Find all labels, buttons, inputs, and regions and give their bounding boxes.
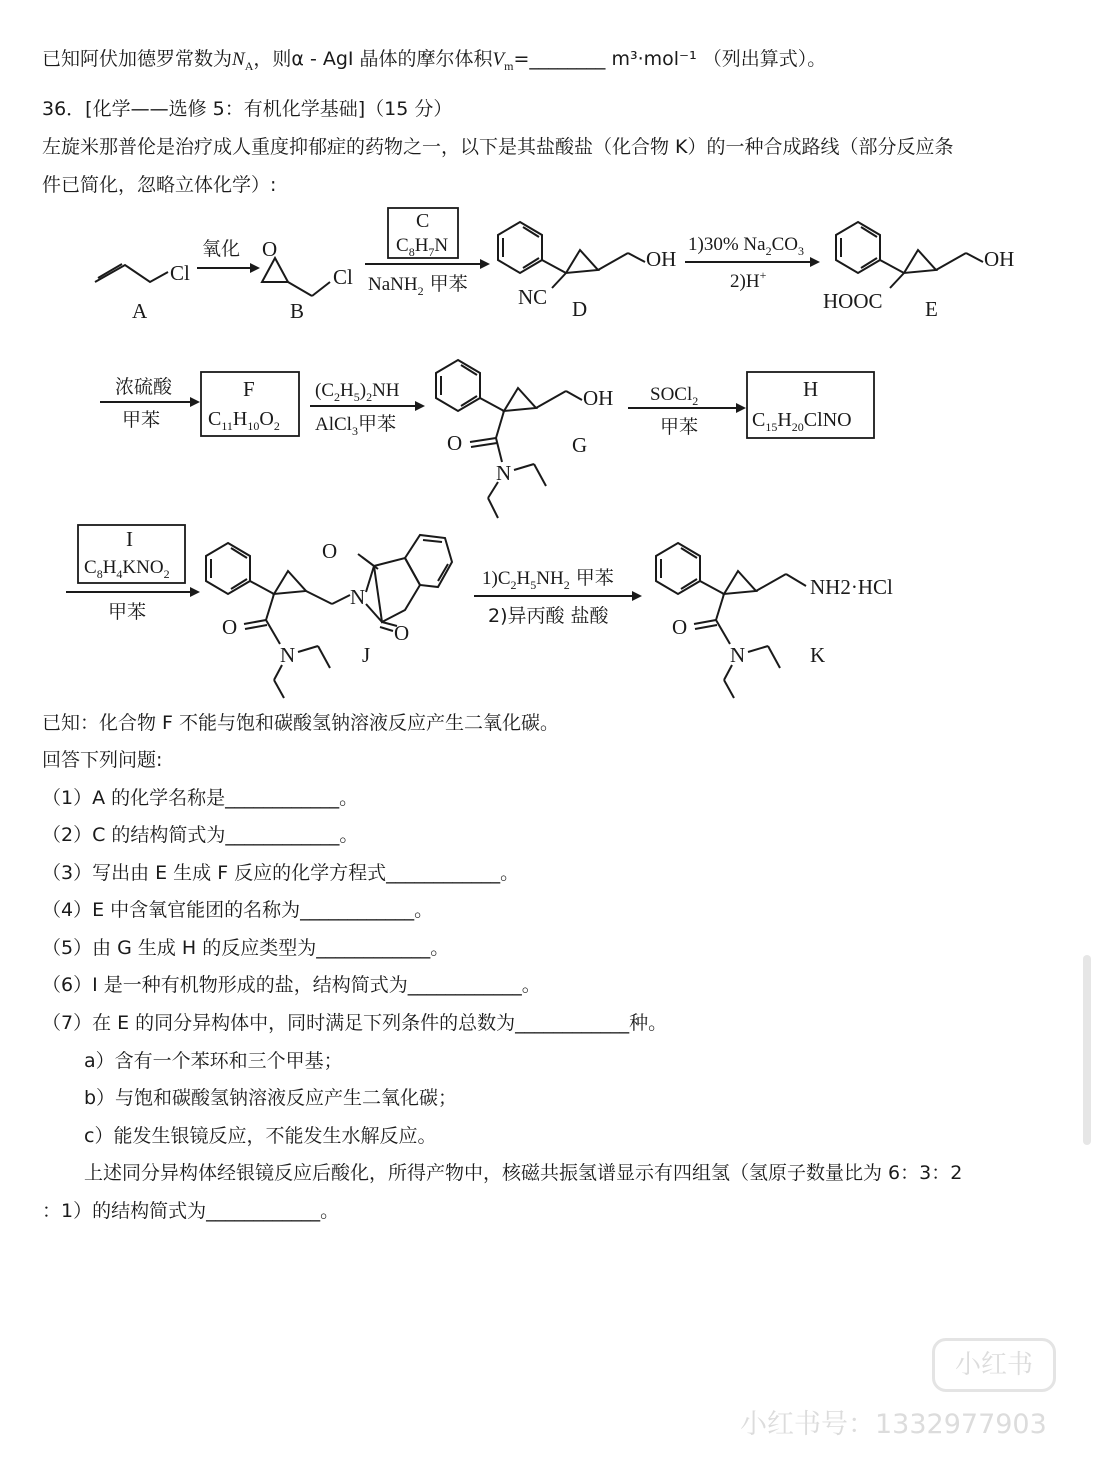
- arrow-h2so4: [100, 376, 200, 431]
- svg-text:甲苯: 甲苯: [122, 409, 161, 431]
- svg-text:J: J: [362, 643, 371, 667]
- synthesis-scheme: [0, 200, 1101, 700]
- compound-g: [436, 360, 613, 518]
- svg-text:E: E: [925, 297, 938, 321]
- svg-text:N: N: [280, 643, 296, 667]
- svg-text:C8H4KNO2: $C_8H_4KNO_2$: [84, 557, 170, 581]
- svg-text:I: I: [126, 527, 133, 551]
- svg-text:O: O: [262, 237, 278, 261]
- condition-a: a）含有一个苯环和三个甲基；: [84, 1050, 343, 1072]
- svg-text:C: C: [416, 210, 430, 232]
- svg-text:OH: OH: [583, 386, 614, 410]
- intro-line-1: 左旋米那普伦是治疗成人重度抑郁症的药物之一，以下是其盐酸盐（化合物 K）的一种合成路线（部分反应条: [42, 136, 954, 158]
- svg-text:N: N: [350, 585, 366, 609]
- svg-text:甲苯: 甲苯: [660, 416, 699, 438]
- svg-text:C11H10O2: $C_{11}H_{10}O_2$: [208, 408, 280, 433]
- svg-text:D: D: [572, 297, 588, 321]
- item-5: （5）由 G 生成 H 的反应类型为____________。: [42, 937, 450, 959]
- item-4: （4）E 中含氧官能团的名称为____________。: [42, 899, 434, 921]
- arrow-etnh2: [474, 567, 642, 627]
- svg-text:O: O: [447, 431, 463, 455]
- watermark-id: 小红书号：1332977903: [740, 1409, 1047, 1440]
- compound-d: [498, 222, 676, 321]
- svg-text:Cl: Cl: [170, 261, 190, 285]
- arrow-et2nh: [310, 380, 425, 438]
- answer-prompt: 回答下列问题:: [42, 749, 163, 771]
- question-header: 36．[化学——选修 5：有机化学基础]（15 分）: [42, 98, 453, 120]
- svg-text:SOCl2: SOCl$_2$: [650, 384, 699, 408]
- svg-text:OH: OH: [646, 247, 677, 271]
- item-6: （6）I 是一种有机物形成的盐，结构简式为____________。: [42, 974, 541, 996]
- svg-text:浓硫酸: 浓硫酸: [115, 376, 173, 398]
- svg-text:O: O: [672, 615, 688, 639]
- svg-text:H: H: [803, 377, 819, 401]
- svg-text:HOOC: HOOC: [823, 289, 883, 313]
- compound-k: [656, 543, 893, 698]
- final-line-2: ：1）的结构简式为____________。: [42, 1200, 340, 1222]
- item-1: （1）A 的化学名称是____________。: [42, 787, 359, 809]
- svg-text:C15H20ClNO: $C_{15}H_{20}ClNO$: [752, 409, 852, 434]
- arrow-c-nanh2: [365, 208, 490, 298]
- condition-c: c）能发生银镜反应，不能发生水解反应。: [84, 1125, 437, 1147]
- condition-b: b）与饱和碳酸氢钠溶液反应产生二氧化碳；: [84, 1087, 458, 1109]
- item-7: （7）在 E 的同分异构体中，同时满足下列条件的总数为____________种。: [42, 1012, 668, 1034]
- svg-text:OH: OH: [984, 247, 1015, 271]
- prev-question-line: 已知阿伏加德罗常数为$N_A$，则α - AgI 晶体的摩尔体积$V_m=\_\_\_\_\_\_\_\_$ m³·mol⁻¹ （列出算式）。: [42, 48, 827, 73]
- svg-text:G: G: [572, 433, 588, 457]
- svg-text:2)H+: 2)H+: [730, 268, 767, 292]
- svg-text:氧化: 氧化: [202, 238, 241, 260]
- svg-text:C8H7N: $C_8H_7N$: [396, 235, 449, 259]
- compound-b: [262, 237, 353, 323]
- compound-h-box: [747, 372, 874, 438]
- svg-text:O: O: [222, 615, 238, 639]
- svg-text:F: F: [243, 377, 255, 401]
- svg-text:甲苯: 甲苯: [108, 601, 147, 623]
- svg-text:NH2·HCl: NH2·HCl: [810, 575, 893, 599]
- svg-text:2)异丙酸 盐酸: 2)异丙酸 盐酸: [488, 605, 609, 627]
- svg-text:N: N: [496, 461, 512, 485]
- arrow-socl2: [628, 384, 746, 438]
- intro-line-2: 件已简化，忽略立体化学）:: [42, 174, 277, 196]
- compound-j: [206, 535, 452, 698]
- scrollbar[interactable]: [1083, 955, 1091, 1145]
- svg-text:O: O: [394, 621, 410, 645]
- item-3: （3）写出由 E 生成 F 反应的化学方程式____________。: [42, 862, 520, 884]
- svg-text:(C2H5)2NH: $(C_2H_5)_2NH$: [315, 380, 400, 404]
- svg-text:1)30% Na2CO3: 1)30% $Na_2CO_3$: [688, 234, 804, 258]
- svg-text:N: N: [730, 643, 746, 667]
- svg-text:1)C2H5NH2 甲苯: $1)C_2H_5NH_2$ 甲苯: [482, 567, 614, 592]
- svg-text:B: B: [290, 299, 305, 323]
- svg-text:NC: NC: [518, 285, 548, 309]
- compound-f-box: [201, 372, 299, 436]
- known-statement: 已知：化合物 F 不能与饱和碳酸氢钠溶液反应产生二氧化碳。: [42, 712, 560, 734]
- svg-text:NaNH2 甲苯: NaNH$_2$ 甲苯: [368, 273, 468, 298]
- final-line-1: 上述同分异构体经银镜反应后酸化，所得产物中，核磁共振氢谱显示有四组氢（氢原子数量比为 6：3：2: [84, 1162, 963, 1184]
- svg-text:O: O: [322, 539, 338, 563]
- svg-text:K: K: [810, 643, 826, 667]
- arrow-i-box: [66, 525, 200, 623]
- arrow-oxidation: [197, 238, 260, 273]
- svg-text:A: A: [132, 299, 148, 323]
- arrow-na2co3: [685, 234, 820, 292]
- compound-a: [95, 261, 190, 323]
- svg-text:Cl: Cl: [333, 265, 353, 289]
- item-2: （2）C 的结构简式为____________。: [42, 824, 359, 846]
- compound-e: [823, 222, 1014, 321]
- svg-text:AlCl3甲苯: AlCl$_3$甲苯: [315, 413, 396, 438]
- watermark-logo: 小红书: [932, 1338, 1056, 1392]
